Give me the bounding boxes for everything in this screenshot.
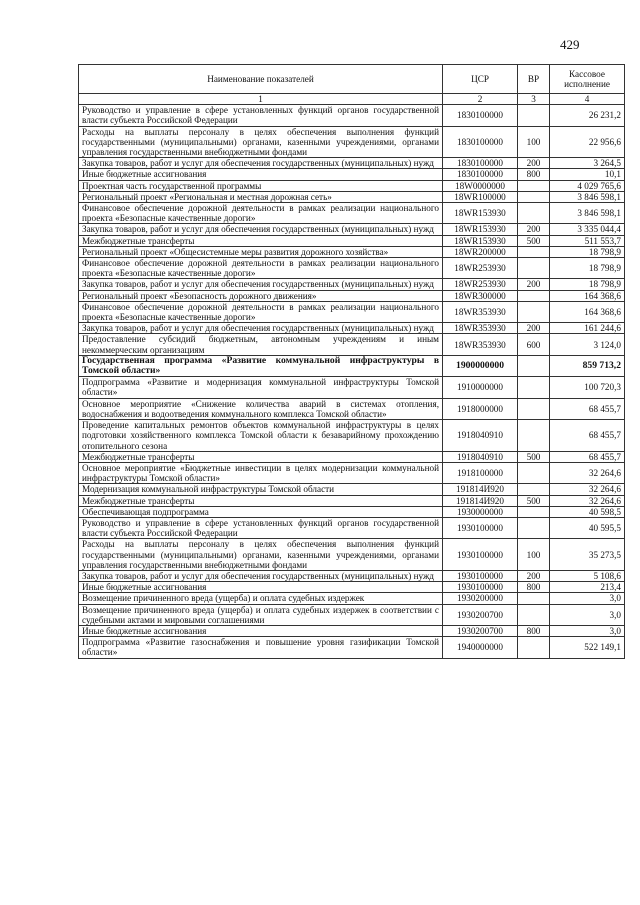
table-row (79, 420, 625, 452)
table-row (79, 377, 625, 398)
row-csr-code: 1918000000 (443, 398, 518, 419)
row-csr-code: 18WR153930 (443, 203, 518, 224)
row-name: Расходы на выплаты персоналу в целях обеспечения выполнения функций государственными (муниципальными) органами, казенными учреждениями, органами управления государственными внебюджетными фондами (79, 539, 443, 571)
table-row (79, 593, 625, 604)
row-csr-code: 1930200700 (443, 625, 518, 636)
row-name: Возмещение причиненного вреда (ущерба) и оплата судебных издержек (79, 593, 443, 604)
row-csr-code: 18WR300000 (443, 290, 518, 301)
row-vr-code: 100 (518, 126, 550, 158)
table-row (79, 582, 625, 593)
column-number: 4 (550, 94, 625, 105)
row-csr-code: 1830100000 (443, 169, 518, 180)
table-row (79, 539, 625, 571)
row-amount: 22 956,6 (550, 126, 625, 158)
row-name: Расходы на выплаты персоналу в целях обеспечения выполнения функций государственными (муниципальными) органами, казенными учреждениями, органами управления государственными внебюджетными фондами (79, 126, 443, 158)
row-vr-code (518, 203, 550, 224)
row-amount: 5 108,6 (550, 570, 625, 581)
row-vr-code: 200 (518, 224, 550, 235)
table-row (79, 169, 625, 180)
row-csr-code: 1930200000 (443, 593, 518, 604)
row-amount: 511 553,7 (550, 235, 625, 246)
table-row (79, 451, 625, 462)
row-amount: 40 598,5 (550, 506, 625, 517)
table-row (79, 355, 625, 376)
row-name: Региональный проект «Региональная и местная дорожная сеть» (79, 191, 443, 202)
row-vr-code: 500 (518, 451, 550, 462)
column-number: 2 (443, 94, 518, 105)
row-name: Руководство и управление в сфере установленных функций органов государственной власти субъекта Российской Федерации (79, 105, 443, 126)
table-row (79, 246, 625, 257)
table-row (79, 495, 625, 506)
row-name: Обеспечивающая подпрограмма (79, 506, 443, 517)
table-row (79, 570, 625, 581)
row-csr-code: 1918040910 (443, 420, 518, 452)
row-amount: 18 798,9 (550, 279, 625, 290)
row-vr-code (518, 593, 550, 604)
row-csr-code: 18WR353930 (443, 334, 518, 355)
row-csr-code: 1930100000 (443, 570, 518, 581)
row-vr-code (518, 420, 550, 452)
row-amount: 213,4 (550, 582, 625, 593)
row-csr-code: 18WR153930 (443, 224, 518, 235)
row-amount: 32 264,6 (550, 495, 625, 506)
table-row (79, 398, 625, 419)
row-amount: 3,0 (550, 604, 625, 625)
row-name: Финансовое обеспечение дорожной деятельности в рамках реализации национального проекта «Безопасные качественные дороги» (79, 258, 443, 279)
table-row (79, 506, 625, 517)
row-amount: 3 264,5 (550, 158, 625, 169)
table-row (79, 180, 625, 191)
table-row (79, 235, 625, 246)
row-vr-code (518, 355, 550, 376)
row-name: Основное мероприятие «Снижение количества аварий в системах отопления, водоснабжения и водоотведения коммунального комплекса Томской области» (79, 398, 443, 419)
table-header-row (79, 65, 625, 94)
row-csr-code: 18WR353930 (443, 323, 518, 334)
row-name: Подпрограмма «Развитие газоснабжения и повышение уровня газификации Томской области» (79, 637, 443, 658)
header-sum: Кассовое исполнение (550, 65, 625, 94)
row-csr-code: 1830100000 (443, 126, 518, 158)
row-name: Проведение капитальных ремонтов объектов коммунальной инфраструктуры в целях подготовки хозяйственного комплекса Томской области к безаварийному прохождению отопительного сезона (79, 420, 443, 452)
row-name: Подпрограмма «Развитие и модернизация коммунальной инфраструктуры Томской области» (79, 377, 443, 398)
row-amount: 68 455,7 (550, 451, 625, 462)
row-vr-code (518, 398, 550, 419)
row-csr-code: 191814И920 (443, 495, 518, 506)
header-vr: ВР (518, 65, 550, 94)
column-number-row (79, 94, 625, 105)
row-amount: 3,0 (550, 625, 625, 636)
row-vr-code: 200 (518, 323, 550, 334)
row-vr-code: 500 (518, 235, 550, 246)
row-vr-code (518, 290, 550, 301)
table-row (79, 258, 625, 279)
row-vr-code (518, 191, 550, 202)
row-name: Модернизация коммунальной инфраструктуры Томской области (79, 484, 443, 495)
row-csr-code: 1900000000 (443, 355, 518, 376)
table-row (79, 203, 625, 224)
row-vr-code (518, 484, 550, 495)
row-name: Закупка товаров, работ и услуг для обеспечения государственных (муниципальных) нужд (79, 570, 443, 581)
row-csr-code: 1930200700 (443, 604, 518, 625)
row-amount: 10,1 (550, 169, 625, 180)
table-row (79, 462, 625, 483)
row-vr-code: 500 (518, 495, 550, 506)
row-name: Государственная программа «Развитие коммунальной инфраструктуры в Томской области» (79, 355, 443, 376)
row-csr-code: 1830100000 (443, 105, 518, 126)
row-csr-code: 18WR353930 (443, 301, 518, 322)
row-vr-code (518, 506, 550, 517)
row-vr-code (518, 604, 550, 625)
row-amount: 3 124,0 (550, 334, 625, 355)
table-row (79, 334, 625, 355)
row-amount: 32 264,6 (550, 462, 625, 483)
row-vr-code (518, 462, 550, 483)
row-name: Межбюджетные трансферты (79, 451, 443, 462)
row-name: Межбюджетные трансферты (79, 235, 443, 246)
header-name: Наименование показателей (79, 65, 443, 94)
row-name: Региональный проект «Общесистемные меры развития дорожного хозяйства» (79, 246, 443, 257)
row-amount: 68 455,7 (550, 420, 625, 452)
row-amount: 164 368,6 (550, 301, 625, 322)
row-name: Предоставление субсидий бюджетным, автономным учреждениям и иным некоммерческим организациям (79, 334, 443, 355)
row-amount: 68 455,7 (550, 398, 625, 419)
row-vr-code: 200 (518, 279, 550, 290)
table-row (79, 637, 625, 658)
table-row (79, 126, 625, 158)
row-name: Иные бюджетные ассигнования (79, 169, 443, 180)
row-name: Возмещение причиненного вреда (ущерба) и оплата судебных издержек в соответствии с судебными актами и мировыми соглашениями (79, 604, 443, 625)
row-vr-code: 800 (518, 169, 550, 180)
table-row (79, 517, 625, 538)
table-row (79, 625, 625, 636)
row-csr-code: 1930100000 (443, 517, 518, 538)
row-csr-code: 18WR100000 (443, 191, 518, 202)
row-amount: 26 231,2 (550, 105, 625, 126)
row-vr-code: 100 (518, 539, 550, 571)
row-name: Финансовое обеспечение дорожной деятельности в рамках реализации национального проекта «Безопасные качественные дороги» (79, 301, 443, 322)
row-name: Закупка товаров, работ и услуг для обеспечения государственных (муниципальных) нужд (79, 279, 443, 290)
row-vr-code (518, 377, 550, 398)
row-csr-code: 18W0000000 (443, 180, 518, 191)
header-csr: ЦСР (443, 65, 518, 94)
row-vr-code (518, 180, 550, 191)
row-vr-code (518, 258, 550, 279)
column-number: 3 (518, 94, 550, 105)
row-vr-code (518, 246, 550, 257)
row-csr-code: 1930000000 (443, 506, 518, 517)
table-row (79, 224, 625, 235)
table-row (79, 290, 625, 301)
row-name: Региональный проект «Безопасность дорожного движения» (79, 290, 443, 301)
table-row (79, 191, 625, 202)
row-amount: 3,0 (550, 593, 625, 604)
row-csr-code: 1830100000 (443, 158, 518, 169)
row-name: Финансовое обеспечение дорожной деятельности в рамках реализации национального проекта «Безопасные качественные дороги» (79, 203, 443, 224)
row-amount: 32 264,6 (550, 484, 625, 495)
row-name: Иные бюджетные ассигнования (79, 625, 443, 636)
row-name: Проектная часть государственной программы (79, 180, 443, 191)
row-name: Иные бюджетные ассигнования (79, 582, 443, 593)
row-csr-code: 191814И920 (443, 484, 518, 495)
row-vr-code (518, 301, 550, 322)
row-amount: 18 798,9 (550, 246, 625, 257)
page-number: 429 (560, 37, 580, 52)
row-csr-code: 1930100000 (443, 539, 518, 571)
row-vr-code: 200 (518, 570, 550, 581)
table-row (79, 323, 625, 334)
row-csr-code: 1910000000 (443, 377, 518, 398)
table-row (79, 105, 625, 126)
row-vr-code (518, 637, 550, 658)
row-name: Закупка товаров, работ и услуг для обеспечения государственных (муниципальных) нужд (79, 224, 443, 235)
column-number: 1 (79, 94, 443, 105)
row-vr-code: 800 (518, 625, 550, 636)
row-name: Руководство и управление в сфере установленных функций органов государственной власти субъекта Российской Федерации (79, 517, 443, 538)
row-name: Основное мероприятие «Бюджетные инвестиции в целях модернизации коммунальной инфраструктуры Томской области» (79, 462, 443, 483)
table-body (79, 105, 625, 658)
table-row (79, 604, 625, 625)
row-amount: 3 335 044,4 (550, 224, 625, 235)
row-vr-code: 600 (518, 334, 550, 355)
row-csr-code: 18WR253930 (443, 258, 518, 279)
row-name: Межбюджетные трансферты (79, 495, 443, 506)
budget-table (78, 64, 625, 659)
row-csr-code: 1918040910 (443, 451, 518, 462)
row-name: Закупка товаров, работ и услуг для обеспечения государственных (муниципальных) нужд (79, 158, 443, 169)
row-csr-code: 1930100000 (443, 582, 518, 593)
row-name: Закупка товаров, работ и услуг для обеспечения государственных (муниципальных) нужд (79, 323, 443, 334)
row-csr-code: 18WR200000 (443, 246, 518, 257)
row-amount: 3 846 598,1 (550, 191, 625, 202)
row-amount: 164 368,6 (550, 290, 625, 301)
row-vr-code: 200 (518, 158, 550, 169)
row-amount: 100 720,3 (550, 377, 625, 398)
row-vr-code: 800 (518, 582, 550, 593)
table-row (79, 279, 625, 290)
row-csr-code: 1940000000 (443, 637, 518, 658)
row-vr-code (518, 105, 550, 126)
row-amount: 18 798,9 (550, 258, 625, 279)
row-amount: 522 149,1 (550, 637, 625, 658)
row-csr-code: 18WR253930 (443, 279, 518, 290)
row-csr-code: 1918100000 (443, 462, 518, 483)
table-row (79, 484, 625, 495)
row-amount: 35 273,5 (550, 539, 625, 571)
table-row (79, 158, 625, 169)
row-csr-code: 18WR153930 (443, 235, 518, 246)
row-vr-code (518, 517, 550, 538)
row-amount: 4 029 765,6 (550, 180, 625, 191)
table-row (79, 301, 625, 322)
row-amount: 161 244,6 (550, 323, 625, 334)
row-amount: 3 846 598,1 (550, 203, 625, 224)
row-amount: 859 713,2 (550, 355, 625, 376)
row-amount: 40 595,5 (550, 517, 625, 538)
